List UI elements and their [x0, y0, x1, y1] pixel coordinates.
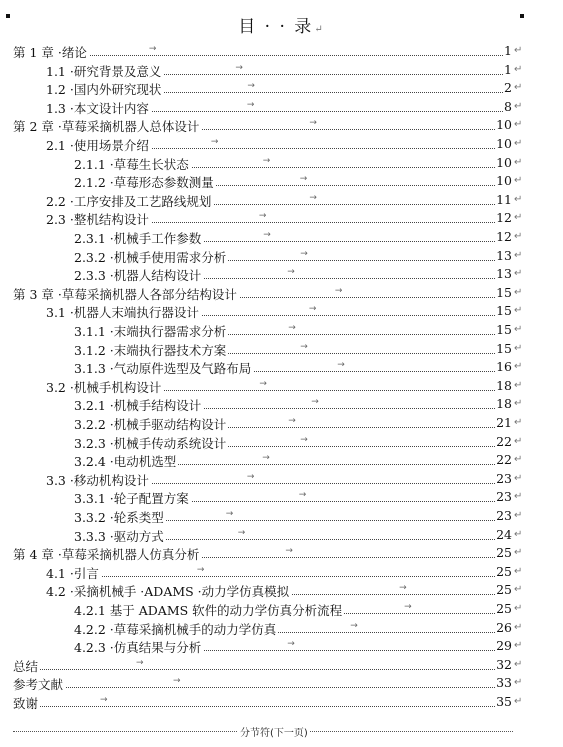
toc-entry[interactable] [0, 340, 563, 359]
toc-entry-page: 21 [496, 415, 512, 430]
toc-entry-page: 11 [496, 191, 512, 207]
toc-entry[interactable] [0, 61, 563, 80]
toc-entry-page: 26 [496, 619, 512, 635]
paragraph-mark-icon: ↵ [514, 324, 523, 335]
paragraph-mark-icon: ↵ [514, 565, 523, 577]
toc-entry-label[interactable]: 3.3.2 ·轮系类型 [74, 510, 164, 525]
paragraph-mark-icon: ↵ [514, 175, 523, 187]
paragraph-mark-icon: ↵ [514, 193, 523, 205]
toc-entry-page: 18 [496, 377, 512, 393]
toc-entry-page: 12 [496, 210, 512, 226]
paragraph-mark-icon: ↵ [514, 82, 523, 94]
tab-arrow-icon: → [299, 174, 308, 185]
paragraph-mark-icon: ↵ [514, 528, 523, 540]
toc-entry-label[interactable]: 3.2.4 ·电动机选型 [74, 454, 177, 470]
toc-entry-label[interactable]: 2.3.3 ·机器人结构设计 [74, 268, 202, 284]
toc-entry[interactable] [0, 377, 563, 396]
tab-arrow-icon: → [288, 323, 296, 333]
paragraph-mark-icon: ↵ [514, 417, 523, 428]
tab-arrow-icon: → [285, 546, 293, 557]
toc-entry-page: 22 [496, 433, 512, 449]
toc-entry[interactable] [0, 358, 563, 377]
toc-entry[interactable] [0, 247, 563, 266]
tab-arrow-icon: → [148, 44, 157, 54]
toc-entry-label[interactable]: 3.3 ·移动机构设计 [46, 472, 149, 488]
tab-arrow-icon: → [404, 602, 412, 612]
toc-entry-page: 24 [496, 526, 512, 542]
toc-entry-label[interactable]: 致谢 [13, 696, 39, 711]
toc-entry-page: 10 [496, 173, 512, 189]
toc-entry-page: 1 [504, 43, 512, 58]
toc-entry-label[interactable]: 3.3.3 ·驱动方式 [74, 528, 164, 544]
paragraph-mark-icon: ↵ [514, 510, 523, 521]
toc-entry-label[interactable]: 4.2.3 ·仿真结果与分析 [74, 640, 202, 656]
tab-arrow-icon: → [246, 471, 255, 482]
toc-entry-label[interactable]: 2.3 ·整机结构设计 [46, 212, 149, 228]
toc-entry[interactable] [0, 172, 563, 191]
toc-entry-label[interactable]: 第 3 章 ·草莓采摘机器人各部分结构设计 [13, 286, 237, 302]
toc-entry-label[interactable]: 2.3.1 ·机械手工作参数 [74, 231, 202, 246]
toc-entry-page: 22 [496, 452, 512, 468]
toc-entry-page: 16 [496, 359, 512, 375]
tab-arrow-icon: → [300, 434, 308, 445]
paragraph-mark-icon: ↵ [514, 119, 523, 131]
toc-entry-page: 15 [496, 284, 512, 300]
paragraph-mark-icon: ↵ [514, 621, 523, 633]
toc-entry[interactable] [0, 470, 563, 489]
toc-entry-page: 10 [496, 136, 512, 151]
toc-entry-label[interactable]: 2.2 ·工序安排及工艺路线规划 [46, 193, 212, 209]
toc-entry-label[interactable]: 3.1 ·机器人末端执行器设计 [46, 305, 199, 321]
toc-entry[interactable] [0, 98, 563, 117]
toc-entry-page: 25 [496, 563, 512, 579]
toc-entry-page: 13 [496, 266, 512, 282]
paragraph-mark-icon: ↵ [514, 491, 523, 503]
tab-arrow-icon: → [262, 155, 271, 166]
section-break-label: 分节符(下一页) [238, 724, 310, 739]
dot-leader [17, 55, 505, 56]
toc-entry-page: 23 [496, 489, 512, 505]
paragraph-mark-icon: ↵ [514, 63, 523, 75]
toc-entry-label[interactable]: 1.2 ·国内外研究现状 [46, 82, 162, 98]
toc-entry-label[interactable]: 2.1.2 ·草莓形态参数测量 [74, 175, 214, 191]
paragraph-mark-icon: ↵ [514, 45, 523, 56]
tab-arrow-icon: → [311, 397, 319, 408]
tab-arrow-icon: → [100, 695, 108, 705]
toc-entry-page: 1 [504, 61, 512, 77]
toc-entry[interactable] [0, 228, 563, 247]
paragraph-mark-icon: ↵ [514, 268, 523, 280]
paragraph-mark-icon: ↵ [514, 379, 523, 391]
tab-arrow-icon: → [337, 360, 345, 371]
paragraph-mark-icon: ↵ [514, 547, 523, 559]
toc-entry-label[interactable]: 4.2 ·采摘机械手 ·ADAMS ·动力学仿真模拟 [46, 584, 290, 600]
toc-entry-page: 25 [496, 582, 512, 598]
toc-entry-page: 10 [496, 154, 512, 170]
toc-entry[interactable] [0, 265, 563, 284]
tab-arrow-icon: → [287, 639, 295, 650]
toc-entry-label[interactable]: 第 1 章 ·绪论 [13, 45, 87, 60]
toc-entry[interactable] [0, 433, 563, 452]
dot-leader [50, 576, 505, 577]
tab-arrow-icon: → [287, 267, 295, 278]
tab-arrow-icon: → [300, 248, 308, 259]
toc-entry-page: 15 [496, 303, 512, 319]
paragraph-mark-icon: ↵ [514, 658, 523, 670]
toc-entry[interactable] [0, 116, 563, 135]
toc-entry[interactable] [0, 154, 563, 173]
tab-arrow-icon: → [350, 620, 358, 631]
toc-entry-label[interactable]: 2.1 ·使用场景介绍 [46, 138, 149, 153]
tab-arrow-icon: → [334, 285, 343, 296]
tab-arrow-icon: → [300, 341, 308, 352]
toc-entry-label[interactable]: 第 4 章 ·草莓采摘机器人仿真分析 [13, 547, 200, 563]
toc-entry[interactable] [0, 600, 563, 619]
toc-entry[interactable] [0, 674, 563, 693]
toc-entry-label[interactable]: 3.1.1 ·末端执行器需求分析 [74, 324, 227, 339]
tab-arrow-icon: → [247, 81, 255, 92]
toc-entry-label[interactable]: 参考文献 [13, 677, 64, 693]
tab-arrow-icon: → [263, 230, 271, 240]
toc-entry[interactable] [0, 637, 563, 656]
toc-entry[interactable] [0, 563, 563, 582]
toc-entry-label[interactable]: 1.1 ·研究背景及意义 [46, 63, 162, 79]
toc-entry-page: 33 [496, 675, 512, 691]
tab-arrow-icon: → [309, 118, 317, 129]
toc-entry-page: 18 [496, 396, 512, 412]
toc-entry-label[interactable]: 第 2 章 ·草莓采摘机器人总体设计 [13, 119, 200, 135]
paragraph-mark-icon: ↵ [514, 640, 523, 652]
toc-entry-label[interactable]: 3.2.3 ·机械手传动系统设计 [74, 435, 227, 451]
toc-entry-page: 25 [496, 601, 512, 616]
paragraph-mark-icon: ↵ [514, 435, 523, 447]
toc-entry[interactable] [0, 451, 563, 470]
toc-entry-label[interactable]: 3.2.2 ·机械手驱动结构设计 [74, 417, 227, 432]
paragraph-mark-icon: ↵ [314, 24, 325, 35]
toc-entry[interactable] [0, 302, 563, 321]
toc-title [0, 12, 563, 37]
toc-entry-label[interactable]: 4.2.2 ·草莓采摘机械手的动力学仿真 [74, 621, 277, 637]
toc-title-text: 目 · · 录 [238, 17, 314, 37]
toc-entry-page: 25 [496, 545, 512, 561]
paragraph-mark-icon: ↵ [514, 454, 523, 466]
paragraph-mark-icon: ↵ [514, 156, 523, 168]
toc-entry-label[interactable]: 2.3.2 ·机械手使用需求分析 [74, 249, 227, 265]
toc-entry[interactable] [0, 488, 563, 507]
toc-entry-page: 8 [504, 98, 512, 114]
toc-entry-label[interactable]: 4.2.1 基于 ADAMS 软件的动力学仿真分析流程 [74, 603, 343, 618]
toc-entry[interactable] [0, 526, 563, 545]
toc-entry-page: 13 [496, 247, 512, 263]
toc-entry-label[interactable]: 3.2 ·机械手机构设计 [46, 379, 162, 395]
toc-entry-page: 10 [496, 117, 512, 133]
paragraph-mark-icon: ↵ [514, 249, 523, 261]
toc-entry-page: 15 [496, 340, 512, 356]
tab-arrow-icon: → [210, 137, 219, 147]
toc-entry[interactable] [0, 693, 563, 712]
toc-entry[interactable] [0, 544, 563, 563]
toc-entry-page: 2 [504, 80, 512, 96]
toc-entry-page: 29 [496, 638, 512, 654]
paragraph-mark-icon: ↵ [514, 212, 523, 224]
toc-entry[interactable] [0, 42, 563, 61]
toc-entry[interactable] [0, 507, 563, 526]
tab-arrow-icon: → [173, 676, 181, 687]
tab-arrow-icon: → [262, 453, 270, 464]
toc-entry-label[interactable]: 3.1.2 ·末端执行器技术方案 [74, 342, 227, 358]
paragraph-mark-icon: ↵ [514, 231, 523, 242]
tab-arrow-icon: → [399, 583, 407, 594]
tab-arrow-icon: → [288, 416, 296, 426]
tab-arrow-icon: → [237, 527, 246, 538]
toc-entry-label[interactable]: 2.1.1 ·草莓生长状态 [74, 156, 189, 172]
toc-entry[interactable] [0, 414, 563, 433]
paragraph-mark-icon: ↵ [514, 138, 523, 149]
tab-arrow-icon: → [309, 192, 317, 203]
tab-arrow-icon: → [258, 211, 267, 222]
toc-entry-label[interactable]: 4.1 ·引言 [46, 565, 99, 581]
paragraph-mark-icon: ↵ [514, 677, 523, 689]
toc-entry[interactable] [0, 581, 563, 600]
tab-arrow-icon: → [259, 378, 267, 389]
paragraph-mark-icon: ↵ [514, 100, 523, 112]
paragraph-mark-icon: ↵ [514, 584, 523, 596]
tab-arrow-icon: → [235, 62, 243, 73]
section-break [13, 724, 513, 738]
toc-entry-page: 32 [496, 656, 512, 672]
toc-entry[interactable] [0, 135, 563, 154]
toc-entry-label[interactable]: 1.3 ·本文设计内容 [46, 100, 149, 116]
toc-entry[interactable] [0, 209, 563, 228]
toc-entry-page: 15 [496, 322, 512, 337]
tab-arrow-icon: → [136, 657, 144, 668]
toc-entry-label[interactable]: 3.2.1 ·机械手结构设计 [74, 398, 202, 414]
toc-entry-label[interactable]: 总结 [13, 658, 39, 674]
toc-entry-page: 12 [496, 229, 512, 244]
toc-entry[interactable] [0, 191, 563, 210]
toc-entry[interactable] [0, 321, 563, 340]
toc-entry[interactable] [0, 395, 563, 414]
paragraph-mark-icon: ↵ [514, 286, 523, 298]
paragraph-mark-icon: ↵ [514, 398, 523, 410]
dot-leader [17, 687, 505, 688]
toc-entry[interactable] [0, 284, 563, 303]
toc-entry-label[interactable]: 3.3.1 ·轮子配置方案 [74, 491, 189, 507]
paragraph-mark-icon: ↵ [514, 305, 523, 317]
dot-leader [17, 706, 505, 707]
toc-entry-page: 23 [496, 470, 512, 486]
toc-entry[interactable] [0, 79, 563, 98]
toc-entry[interactable] [0, 656, 563, 675]
paragraph-mark-icon: ↵ [514, 361, 523, 373]
tab-arrow-icon: → [246, 99, 255, 110]
tab-arrow-icon: → [298, 490, 307, 501]
toc-entry[interactable] [0, 619, 563, 638]
toc-entry-label[interactable]: 3.1.3 ·气动原件选型及气路布局 [74, 361, 252, 377]
tab-arrow-icon: → [196, 564, 205, 575]
tab-arrow-icon: → [308, 304, 317, 315]
toc-entry-page: 35 [496, 694, 512, 709]
paragraph-mark-icon: ↵ [514, 696, 523, 707]
dot-leader [17, 669, 505, 670]
tab-arrow-icon: → [225, 509, 234, 519]
paragraph-mark-icon: ↵ [514, 342, 523, 354]
paragraph-mark-icon: ↵ [514, 472, 523, 484]
toc-entry-page: 23 [496, 508, 512, 523]
paragraph-mark-icon: ↵ [514, 603, 523, 614]
